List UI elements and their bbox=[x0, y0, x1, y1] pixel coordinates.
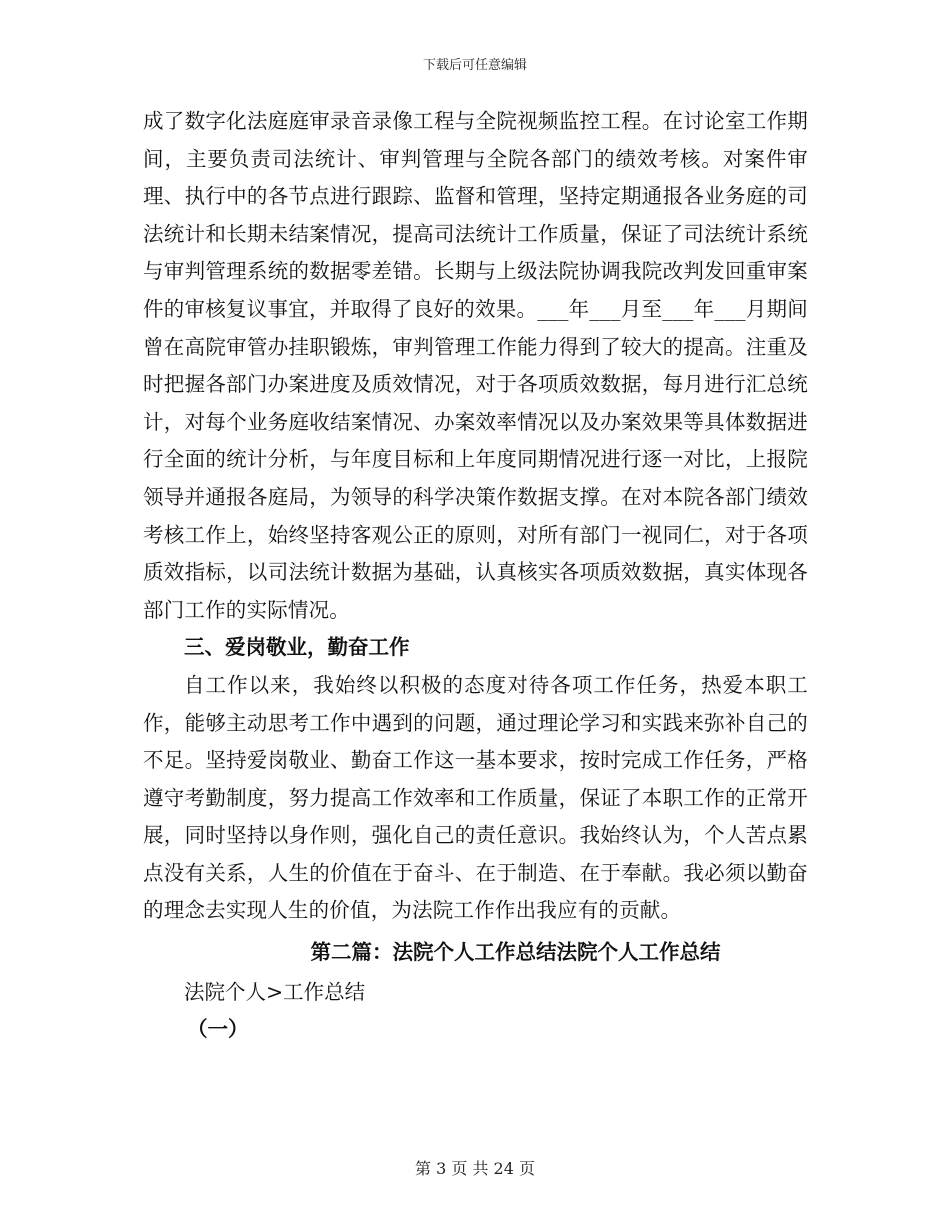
sub-section-number: （一） bbox=[187, 1017, 249, 1042]
page-footer: 第 3 页 共 24 页 bbox=[415, 1159, 535, 1178]
document-body bbox=[143, 103, 808, 1049]
body-paragraph-1: 成了数字化法庭庭审录音录像工程与全院视频监控工程。在讨论室工作期间，主要负责司法统计、审判管理与全院各部门的绩效考核。对案件审理、执行中的各节点进行跟踪、监督和管理，坚持定期通报各业务庭的司法统计和长期未结案情况，提高司法统计工作质量，保证了司法统计系统与审判管理系统的数据零差错。长期与上级法院协调我院改判发回重审案件的审核复议事宜，并取得了良好的效果。___年___月至___年___月期间曾在高院审管办挂职锻炼，审判管理工作能力得到了较大的提高。注重及时把握各部门办案进度及质效情况，对于各项质效数据，每月进行汇总统计，对每个业务庭收结案情况、办案效率情况以及办案效果等具体数据进行全面的统计分析，与年度目标和上年度同期情况进行逐一对比，上报院领导并通报各庭局，为领导的科学决策作数据支撑。在对本院各部门绩效考核工作上，始终坚持客观公正的原则，对所有部门一视同仁，对于各项质效指标，以司法统计数据为基础，认真核实各项质效数据，真实体现各部门工作的实际情况。 bbox=[143, 109, 808, 622]
body-paragraph-2: 自工作以来，我始终以积极的态度对待各项工作任务，热爱本职工作，能够主动思考工作中遇到的问题，通过理论学习和实践来弥补自己的不足。坚持爱岗敬业、勤奋工作这一基本要求，按时完成工作任务，严格遵守考勤制度，努力提高工作效率和工作质量，保证了本职工作的正常开展，同时坚持以身作则，强化自己的责任意识。我始终认为，个人苦点累点没有关系，人生的价值在于奋斗、在于制造、在于奉献。我必须以勤奋的理念去实现人生的价值，为法院工作作出我应有的贡献。 bbox=[143, 672, 808, 923]
page-header: 下载后可任意编辑 bbox=[422, 58, 527, 73]
section-heading: 三、爱岗敬业，勤奋工作 bbox=[184, 635, 410, 660]
chapter-title: 第二篇：法院个人工作总结法院个人工作总结 bbox=[310, 940, 721, 965]
sub-heading: 法院个人>工作总结 bbox=[184, 979, 366, 1004]
